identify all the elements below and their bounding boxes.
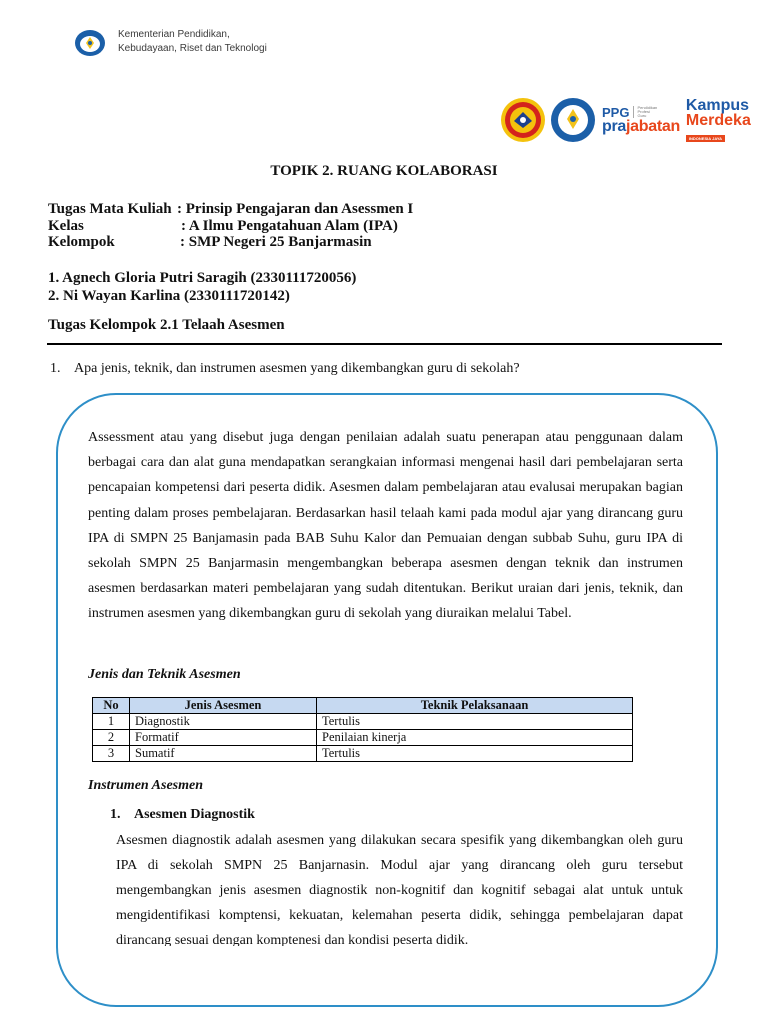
table-header-cell: No <box>93 698 130 714</box>
ppg-prajabatan-logo <box>602 105 680 136</box>
page-title: TOPIK 2. RUANG KOLABORASI <box>270 163 498 179</box>
meta-row-course <box>48 201 413 218</box>
kemdikbud-seal-icon <box>550 97 596 143</box>
university-seal-icon <box>500 97 546 143</box>
table-cell: Formatif <box>130 730 317 746</box>
ministry-name <box>118 28 267 56</box>
meta-value: : SMP Negeri 25 Banjarmasin <box>180 234 372 250</box>
ppg-label: PPG <box>602 104 630 120</box>
kampus-label: Kampus <box>685 96 750 114</box>
table-row <box>93 746 633 762</box>
table-cell: Tertulis <box>317 714 633 730</box>
meta-label: Kelompok <box>48 234 115 250</box>
table-cell: Diagnostik <box>130 714 317 730</box>
divider <box>47 343 722 345</box>
kampus-merdeka-logo <box>686 98 751 143</box>
section-title-instrumen: Instrumen Asesmen <box>88 778 204 793</box>
sub-heading-text: Asesmen Diagnostik <box>134 807 255 822</box>
assessment-table <box>92 697 633 762</box>
table-row <box>93 714 633 730</box>
table-cell: Tertulis <box>317 746 633 762</box>
table-row <box>93 730 633 746</box>
table-cell: Sumatif <box>130 746 317 762</box>
ministry-line-2: Kebudayaan, Riset dan Teknologi <box>118 43 267 54</box>
meta-value: : Prinsip Pengajaran dan Asessmen I <box>177 201 414 217</box>
meta-row-group <box>48 234 413 251</box>
meta-value: : A Ilmu Pengatahuan Alam (IPA) <box>181 217 398 234</box>
sub-heading-diagnostik <box>110 807 255 823</box>
sub-heading-number: 1. <box>110 807 121 822</box>
table-cell: 1 <box>93 714 130 730</box>
diagnostik-paragraph: Asesmen diagnostik adalah asesmen yang dilakukan secara spesifik yang dikembangkan oleh guru IPA di sekolah SMPN 25 Banjarnasin. Modul ajar yang dirancang oleh guru tersebut mengembangkan jenis asesmen diagnostik non-kognitif dan kognitif sebagai alat untuk untuk mengidentifikasi komptensi, kekuatan, kelemahan peserta didik, sehingga pembelajaran dapat dirancang sesuai dengan komptenesi dan kondisi peserta didik. <box>116 833 683 946</box>
table-cell: 2 <box>93 730 130 746</box>
task-heading: Tugas Kelompok 2.1 Telaah Asesmen <box>48 317 285 333</box>
table-header-row <box>93 698 633 714</box>
table-cell: 3 <box>93 746 130 762</box>
intro-paragraph: Assessment atau yang disebut juga dengan penilaian adalah suatu penerapan atau penggunaan dalam berbagai cara dan alat guna mendapatkan serangkaian informasi mengenai hasil dari pembelajaran serta pencapaian kompetensi dari peserta didik. Asesmen dalam pembelajaran atau evalusai merupakan bagian penting dalam proses pembelajaran. Berdasarkan hasil telaah kami pada modul ajar yang dirancang guru IPA di SMPN 25 Banjamasin pada BAB Suhu Kalor dan Pemuaian dengan subbab Suhu, guru IPA di sekolah SMPN 25 Banjarmasin mengembangkan beberapa asesmen dengan teknik dan instrumen asesmen berdasarkan materi pembelajaran yang sudah ditentukan. Berikut uraian dari jenis, teknik, dan instrumen asesmen yang dikembangkan guru di sekolah yang diuraikan melalui Tabel. <box>88 430 683 622</box>
meta-label: Tugas Mata Kuliah <box>48 201 172 217</box>
meta-row-class <box>48 218 413 235</box>
question-item <box>50 361 520 377</box>
merdeka-label: Merdeka <box>685 111 751 129</box>
table-header-cell: Jenis Asesmen <box>130 698 317 714</box>
group-members <box>48 269 356 305</box>
member-item: 1. Agnech Gloria Putri Saragih (2330111720056) <box>48 270 357 286</box>
ppg-caption: Pendidikan Profesi Guru <box>633 106 659 118</box>
question-number: 1. <box>50 361 61 376</box>
prajabatan-suffix: jabatan <box>626 117 680 135</box>
meta-label: Kelas <box>48 217 84 234</box>
prajabatan-prefix: pra <box>602 117 626 135</box>
table-header-cell: Teknik Pelaksanaan <box>317 698 633 714</box>
assignment-meta <box>48 201 413 251</box>
prajabatan-label <box>602 118 680 136</box>
member-item: 2. Ni Wayan Karlina (2330111720142) <box>48 288 290 304</box>
ministry-line-1: Kementerian Pendidikan, <box>118 29 230 40</box>
indonesia-jaya-label: INDONESIA JAYA <box>686 135 725 142</box>
question-text: Apa jenis, teknik, dan instrumen asesmen yang dikembangkan guru di sekolah? <box>74 361 520 376</box>
partner-logos <box>500 97 751 143</box>
section-title-jenis-teknik: Jenis dan Teknik Asesmen <box>88 667 241 682</box>
table-cell: Penilaian kinerja <box>317 730 633 746</box>
tut-wuri-handayani-logo-icon <box>74 29 106 57</box>
